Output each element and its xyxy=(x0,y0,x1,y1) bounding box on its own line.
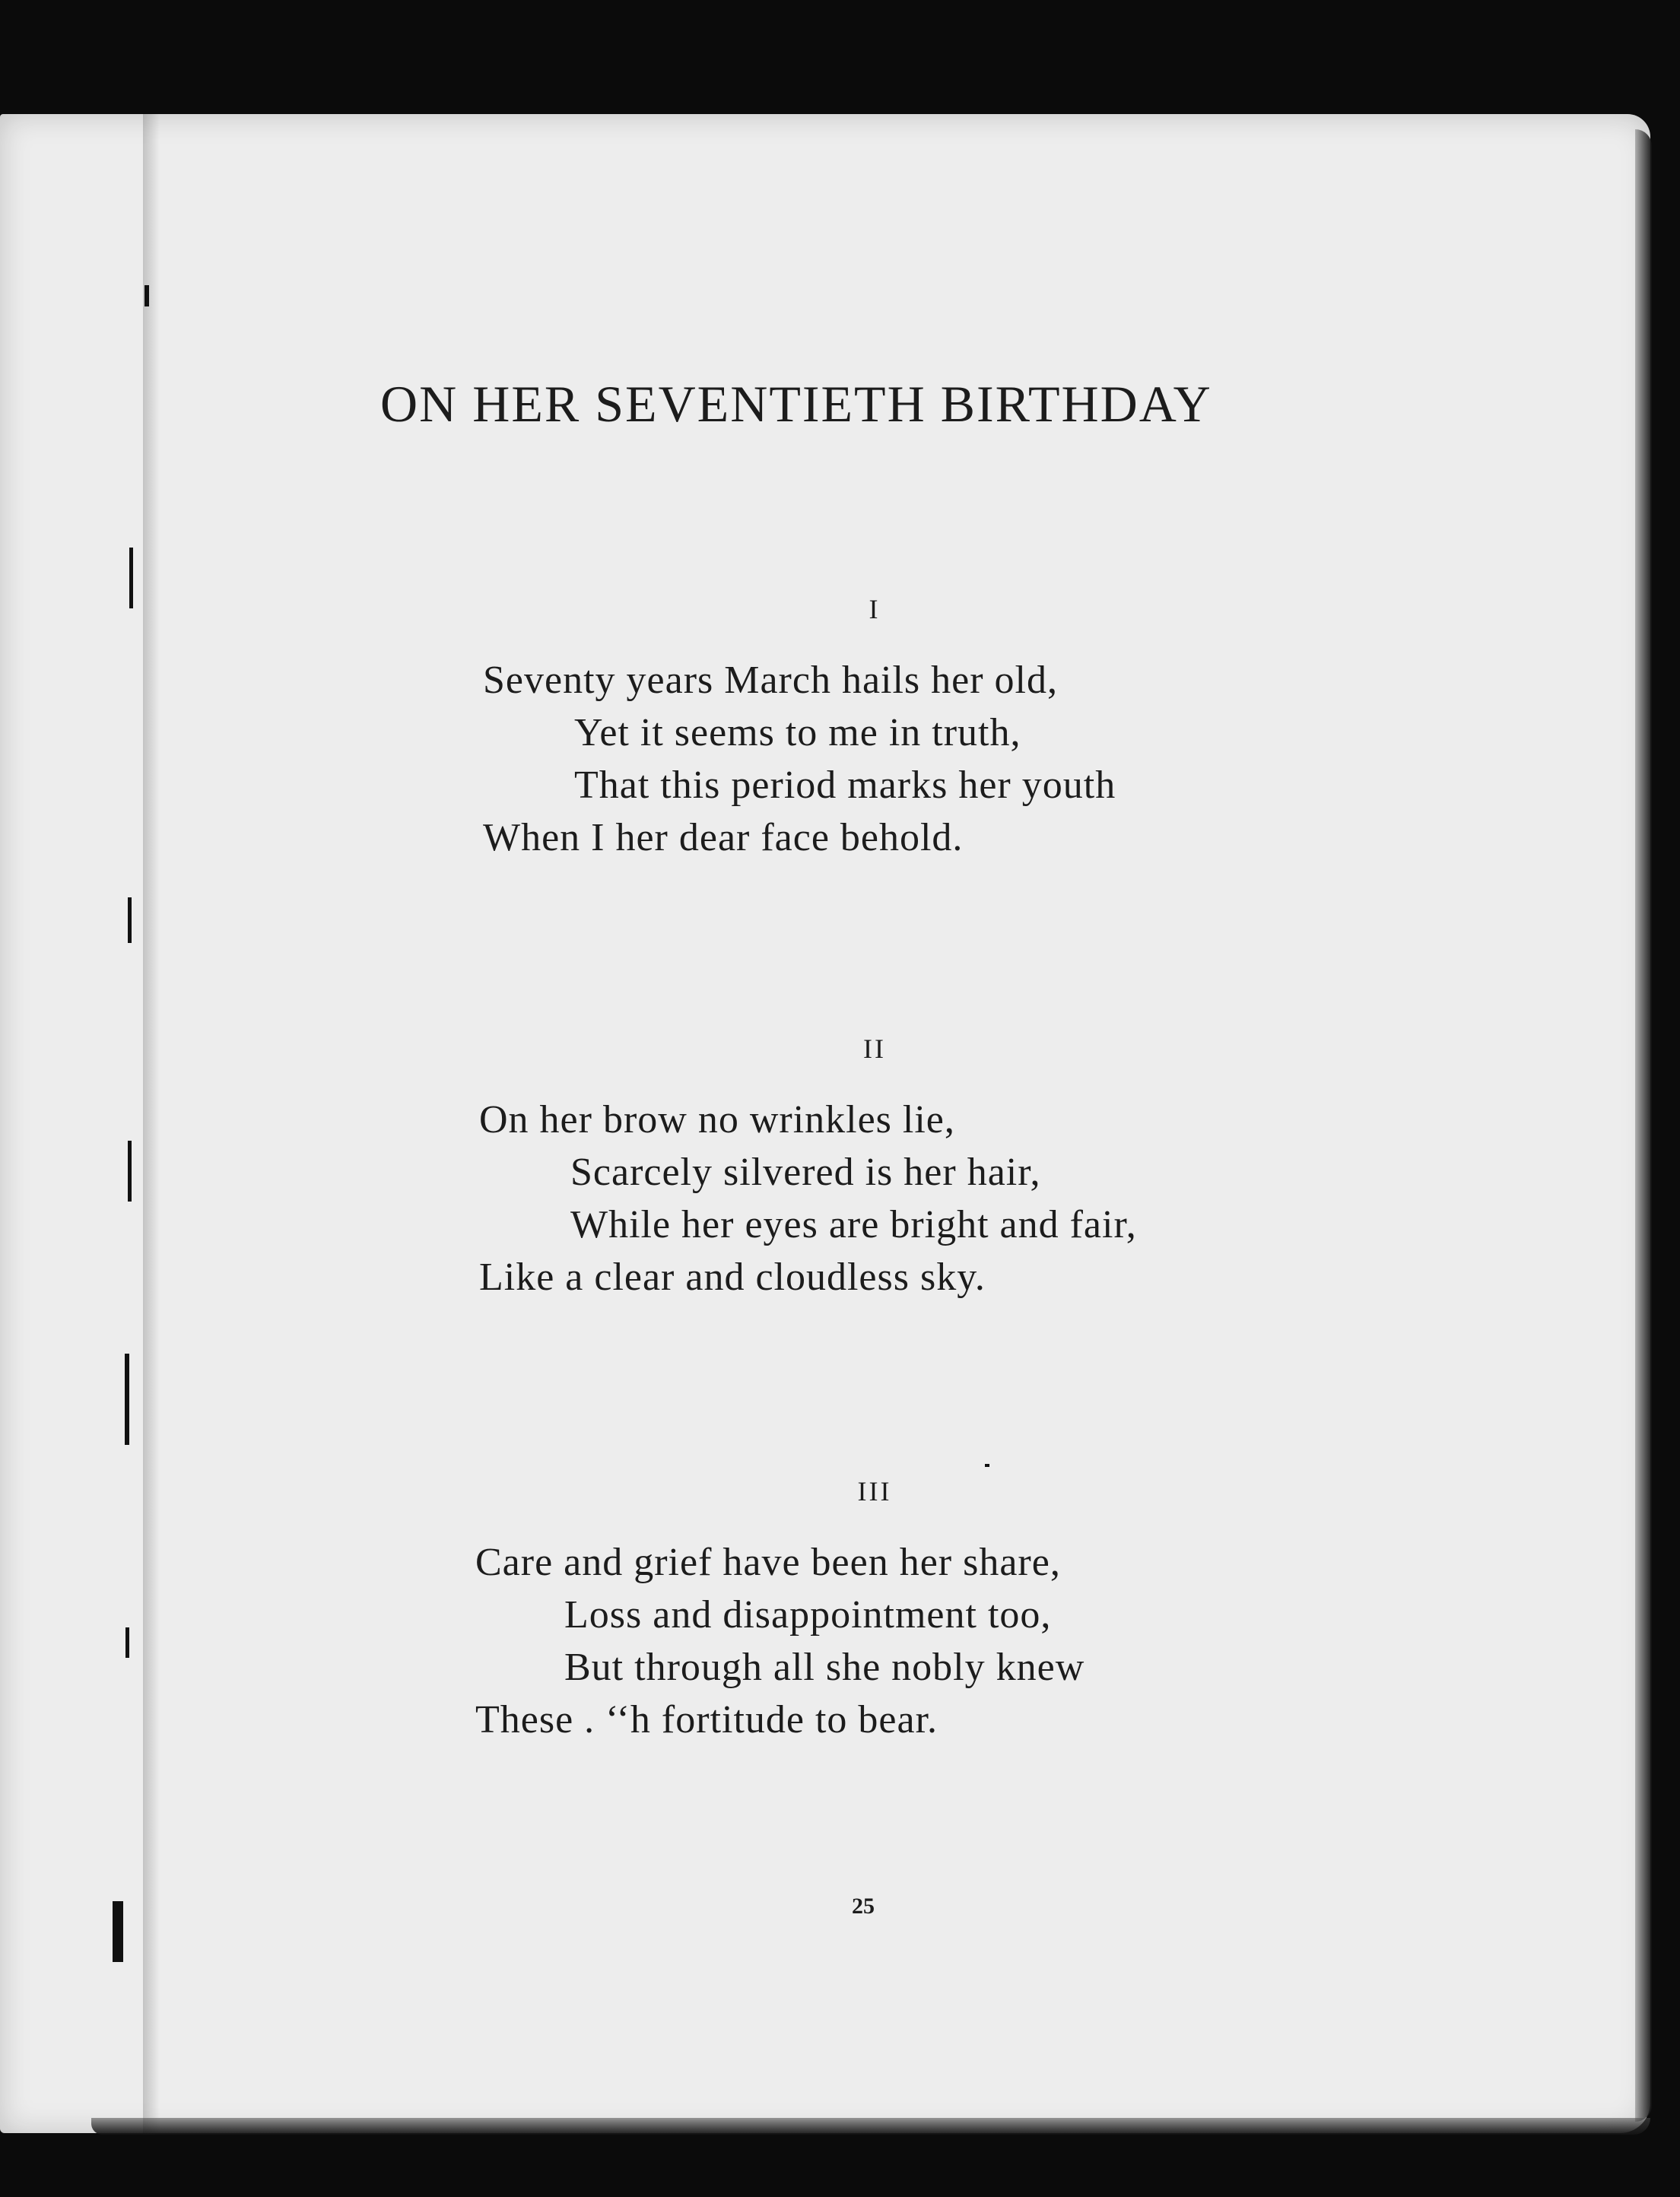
poem-line: While her eyes are bright and fair, xyxy=(570,1203,1137,1246)
stanza-numeral: III xyxy=(857,1476,892,1506)
poem-line: But through all she nobly knew xyxy=(564,1646,1085,1689)
poem-title: ON HER SEVENTIETH BIRTHDAY xyxy=(380,375,1212,433)
poem-line: Care and grief have been her share, xyxy=(475,1541,1061,1584)
poem-line: When I her dear face behold. xyxy=(483,816,964,859)
page-right-edge xyxy=(1635,129,1652,2122)
stanza-numeral: II xyxy=(863,1033,886,1064)
gutter-speck xyxy=(125,1354,129,1445)
poem-line: Like a clear and cloudless sky. xyxy=(479,1256,986,1299)
gutter-speck xyxy=(129,548,133,608)
poem-line: These . ‘‘h fortitude to bear. xyxy=(475,1698,938,1741)
gutter-speck xyxy=(144,285,149,306)
poem-line: Seventy years March hails her old, xyxy=(483,659,1059,702)
stanza-numeral: I xyxy=(869,594,881,624)
page-number: 25 xyxy=(852,1894,875,1919)
page-bottom-edge xyxy=(91,2118,1650,2135)
page-gutter-shadow xyxy=(143,114,160,2133)
gutter-speck xyxy=(128,1141,132,1202)
poem-line: Scarcely silvered is her hair, xyxy=(570,1151,1041,1194)
poem-line: On her brow no wrinkles lie, xyxy=(479,1098,955,1141)
gutter-speck xyxy=(128,897,132,943)
poem-line: That this period marks her youth xyxy=(574,764,1116,807)
poem-line: Yet it seems to me in truth, xyxy=(574,711,1021,754)
page-speck xyxy=(985,1464,989,1467)
gutter-speck xyxy=(125,1627,129,1658)
poem-line: Loss and disappointment too, xyxy=(564,1593,1052,1637)
gutter-speck xyxy=(113,1901,123,1962)
